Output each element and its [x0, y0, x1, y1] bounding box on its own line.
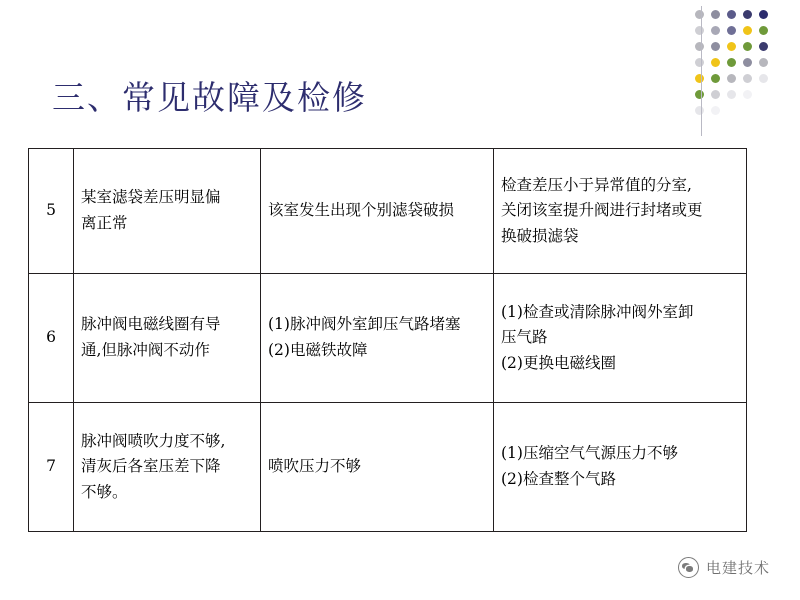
decorative-dot — [743, 90, 752, 99]
text-line: 离正常 — [81, 214, 128, 232]
row-index: 7 — [29, 403, 74, 532]
row-remedy — [494, 274, 747, 403]
decorative-dot — [711, 42, 720, 51]
decorative-dot — [743, 26, 752, 35]
text-line: (2)更换电磁线圈 — [501, 353, 616, 372]
decorative-dot — [759, 74, 768, 83]
text-line: (1)压缩空气气源压力不够 — [501, 444, 678, 463]
row-cause — [261, 149, 494, 274]
text-line: 换破损滤袋 — [501, 226, 579, 245]
text-line: 通,但脉冲阀不动作 — [81, 341, 210, 359]
text-line: 某室滤袋差压明显偏 — [81, 188, 221, 207]
fault-table — [28, 148, 747, 532]
text-line: 不够。 — [81, 482, 128, 501]
decorative-dot — [711, 106, 720, 115]
decorative-dot — [695, 74, 704, 83]
decorative-dot — [711, 90, 720, 99]
row-phenomenon — [74, 274, 261, 403]
row-phenomenon — [74, 149, 261, 274]
page-title: 三、常见故障及检修 — [52, 78, 367, 117]
decorative-dot — [695, 26, 704, 35]
decorative-dot — [727, 90, 736, 99]
decorative-dot — [711, 26, 720, 35]
text-line: 清灰后各室压差下降 — [81, 457, 221, 476]
decorative-dot — [743, 106, 752, 115]
text-line: 关闭该室提升阀进行封堵或更 — [501, 201, 703, 220]
text-line: (1)检查或清除脉冲阀外室卸 — [501, 302, 694, 321]
row-cause — [261, 403, 494, 532]
table-row — [29, 403, 747, 532]
footer-source-label: 电建技术 — [705, 559, 770, 577]
text-line: (2)检查整个气路 — [501, 470, 616, 488]
decorative-dot — [727, 74, 736, 83]
text-line: 检查差压小于异常值的分室, — [501, 175, 692, 194]
text-line: (2)电磁铁故障 — [268, 341, 368, 359]
decorative-dot — [743, 10, 752, 19]
table-row — [29, 149, 747, 274]
decorative-dot — [711, 74, 720, 83]
decorative-dot — [743, 42, 752, 51]
decorative-dot — [759, 10, 768, 19]
row-remedy — [494, 149, 747, 274]
decorative-dot — [695, 42, 704, 51]
decorative-dot — [711, 58, 720, 67]
decorative-dot — [759, 58, 768, 67]
decorative-dot — [759, 90, 768, 99]
decorative-dot — [695, 10, 704, 19]
decorative-dot — [759, 42, 768, 51]
row-cause — [261, 274, 494, 403]
decorative-dot — [727, 42, 736, 51]
decorative-dot — [695, 90, 704, 99]
vertical-divider-line — [701, 6, 702, 136]
wechat-icon — [678, 557, 699, 578]
fault-table-container — [28, 148, 710, 532]
row-index: 5 — [29, 149, 74, 274]
decorative-dot — [743, 58, 752, 67]
decorative-dot — [727, 26, 736, 35]
decorative-dot — [727, 58, 736, 67]
decorative-dot — [743, 74, 752, 83]
decorative-dot — [727, 106, 736, 115]
text-line: (1)脉冲阀外室卸压气路堵塞 — [268, 315, 461, 334]
decorative-dot — [695, 106, 704, 115]
decorative-dot — [695, 58, 704, 67]
decorative-dot — [759, 106, 768, 115]
footer-watermark — [678, 557, 770, 578]
decorative-dot-grid — [695, 10, 772, 119]
decorative-dot — [727, 10, 736, 19]
row-index: 6 — [29, 274, 74, 403]
decorative-dot — [711, 10, 720, 19]
row-remedy — [494, 403, 747, 532]
table-row — [29, 274, 747, 403]
text-line: 脉冲阀喷吹力度不够, — [81, 431, 226, 450]
text-line: 脉冲阀电磁线圈有导 — [81, 315, 221, 334]
text-line: 该室发生出现个别滤袋破损 — [268, 201, 455, 220]
text-line: 压气路 — [501, 328, 548, 347]
text-line: 喷吹压力不够 — [268, 457, 362, 476]
decorative-dot — [759, 26, 768, 35]
row-phenomenon — [74, 403, 261, 532]
